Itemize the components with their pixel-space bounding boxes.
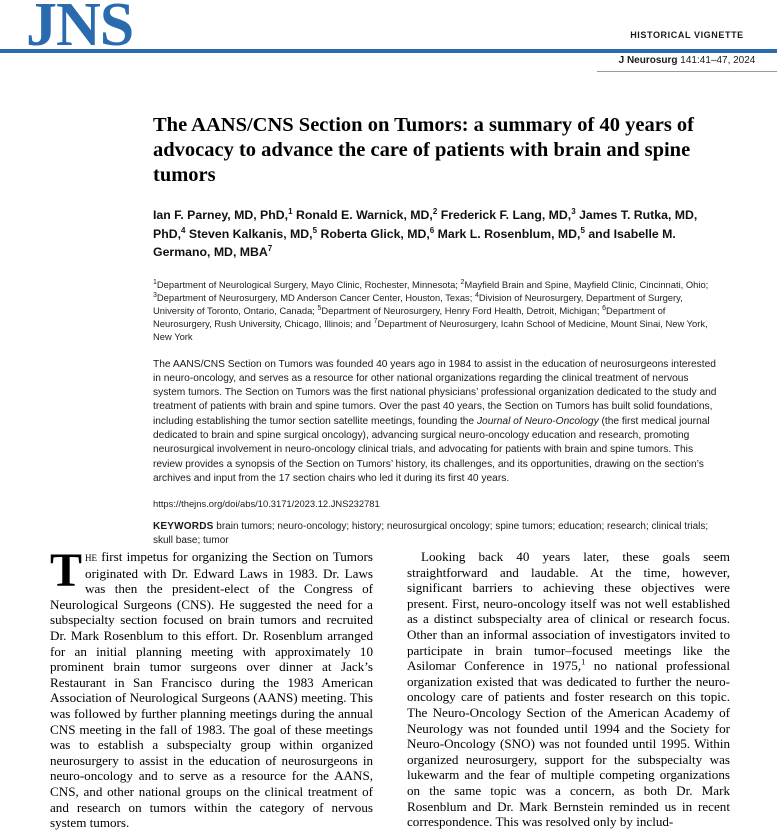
body-column-right <box>407 549 730 831</box>
body-paragraph-first <box>50 544 373 831</box>
author-list: Ian F. Parney, MD, PhD,$^1$ Ronald E. Warnick, MD,$^2$ Frederick F. Lang, MD,$^3$ James T. Rutka, MD, PhD,$^4$ Steven Kalkanis, MD,$^5$ Roberta Glick, MD,$^6$ Mark L. Rosenblum, MD,$^5$ and Isabelle M. Germano, MD, MBA$^7$ <box>153 206 698 259</box>
body-paragraph-right <box>407 549 730 830</box>
article-header <box>153 113 723 548</box>
journal-abbrev: J Neurosurg <box>618 55 678 66</box>
keywords-label: KEYWORDS <box>153 521 214 533</box>
journal-citation-line <box>597 55 777 66</box>
opening-small-caps: he <box>85 550 98 564</box>
masthead <box>0 0 777 92</box>
keywords-section <box>153 520 723 548</box>
page-title: The AANS/CNS Section on Tumors: a summary of 40 years of advocacy to advance the care of patients with brain and spine tumors <box>153 114 694 186</box>
article-body <box>50 544 730 831</box>
author-affiliations: $^1$Department of Neurological Surgery, Mayo Clinic, Rochester, Minnesota; $^2$Mayfield Brain and Spine, Mayfield Clinic, Cincinnati, Ohio; $^3$Department of Neurosurgery, MD Anderson Cancer Center, Houston, Texas; $^4$Division of Neurosurgery, Department of Surgery, University of Toronto, Ontario, Canada; $^5$Department of Neurosurgery, Henry Ford Health, Detroit, Michigan; $^6$Department of Neurosurgery, Rush University, Chicago, Illinois; and $^7$Department of Neurosurgery, Icahn School of Medicine, Mount Sinai, New York, New York <box>153 278 709 343</box>
keywords-list: brain tumors; neuro-oncology; history; neurosurgical oncology; spine tumors; education; research; clinical trials; skull base; tumor <box>153 521 709 547</box>
doi-link[interactable]: https://thejns.org/doi/abs/10.3171/2023.12.JNS232781 <box>153 498 380 510</box>
article-type-label: HISTORICAL VIGNETTE <box>630 30 744 40</box>
body-text-left: first impetus for organizing the Section on Tumors originated with Dr. Edward Laws in 1983. Dr. Laws was then the president-elect of the Congress of Neurological Surgeons (CNS). He suggested the need for a subspecialty section focused on brain tumors and recruited Dr. Mark Rosenblum to this effort. Dr. Rosenblum arranged for an initial planning meeting with approximately 10 prominent brain tumor surgeons over dinner at Jack’s Restaurant in San Francisco during the 1983 American Association of Neurological Surgeons (AANS) meeting. This was followed by further planning meetings during the annual CNS meeting in the fall of 1983. The goal of these meetings was to establish a subspecialty group within organized neurosurgery to assist in the education of neurosurgeons in neuro-oncology and to serve as a resource for the AANS, CNS, and other national groups on the clinical treatment of and research on tumors within the category of nervous system tumors. <box>50 549 373 831</box>
citation-divider <box>597 71 777 72</box>
jns-journal-logo[interactable]: JNS <box>26 0 134 59</box>
body-column-left <box>50 544 373 831</box>
body-text-right: Looking back 40 years later, these goals seem straightforward and laudable. At the time, however, significant barriers to achieving these objectives were present. First, neuro-oncology itself was not well established as a distinct subspecialty area of clinical or research focus. Other than an informal association of investigators invited to participate in brain tumor–focused meetings like the Asilomar Conference in 1975,$^1$ no national professional organization existed that was dedicated to further the neuro-oncology care of patients and foster research on this topic. The Neuro-Oncology Section of the American Academy of Neurology was not founded until 1994 and the Society for Neuro-Oncology (SNO) was not founded until 1995. Within organized neurosurgery, support for the subspecialty was lukewarm and the fear of multiple competing organizations on the same topic was a concern, as both Dr. Mark Rosenblum and Dr. Mark Bernstein reminded us in recent correspondence. This was resolved only by includ- <box>407 549 730 830</box>
article-type-block <box>597 30 777 44</box>
drop-cap-letter: T <box>50 544 83 597</box>
journal-citation-block <box>597 55 777 66</box>
journal-citation-numbers: 141:41–47, 2024 <box>680 55 756 66</box>
abstract-text: The AANS/CNS Section on Tumors was founded 40 years ago in 1984 to assist in the education of neurosurgeons interested in neuro-oncology, and serves as a resource for other national organizations regarding the clinical treatment of nervous system tumors. The Section on Tumors was the first national physicians’ professional organization dedicated to the study and treatment of patients with brain and spine tumors. Over the past 40 years, the Section on Tumors has built solid foundations, including establishing the tumor section satellite meetings, founding the Journal of Neuro-Oncology (the first medical journal dedicated to brain and spine surgical oncology), advancing surgical neuro-oncology education and research, promoting neurosurgical involvement in neuro-oncology clinical trials, and advocating for patients with brain and spine tumors. This review provides a synopsis of the Section on Tumors’ history, its challenges, and its opportunities, drawing on the section’s archives and input from the 17 section chairs who led it during its first 40 years. <box>153 358 717 484</box>
